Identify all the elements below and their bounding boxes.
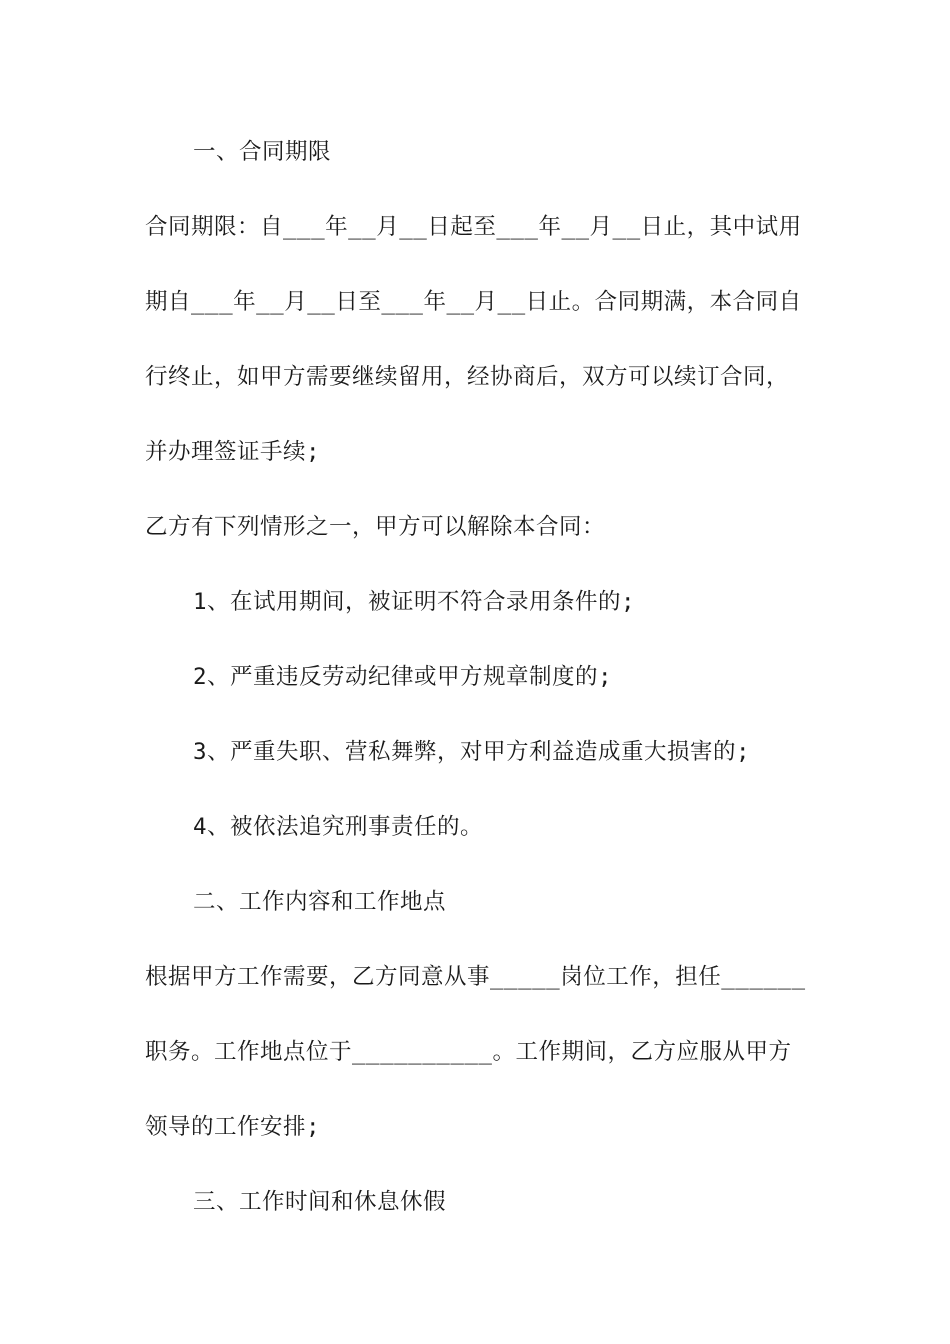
list-item: 1、在试用期间，被证明不符合录用条件的; <box>193 589 636 615</box>
paragraph-line: 乙方有下列情形之一，甲方可以解除本合同： <box>145 514 606 540</box>
list-item: 4、被依法追究刑事责任的。 <box>193 814 484 840</box>
paragraph-line: 根据甲方工作需要，乙方同意从事_____岗位工作，担任______ <box>145 964 806 990</box>
paragraph-line: 并办理签证手续; <box>145 439 321 465</box>
list-item: 3、严重失职、营私舞弊，对甲方利益造成重大损害的; <box>193 739 751 765</box>
paragraph-line: 职务。工作地点位于__________。工作期间，乙方应服从甲方 <box>145 1039 792 1065</box>
paragraph-line: 行终止，如甲方需要继续留用，经协商后，双方可以续订合同， <box>145 364 790 390</box>
section-heading-work-content: 二、工作内容和工作地点 <box>193 889 447 915</box>
paragraph-line: 合同期限：自___年__月__日起至___年__月__日止，其中试用 <box>145 214 802 240</box>
list-item: 2、严重违反劳动纪律或甲方规章制度的; <box>193 664 613 690</box>
section-heading-work-hours: 三、工作时间和休息休假 <box>193 1189 447 1215</box>
paragraph-line: 领导的工作安排; <box>145 1114 321 1140</box>
paragraph-line: 期自___年__月__日至___年__月__日止。合同期满，本合同自 <box>145 289 802 315</box>
section-heading-contract-term: 一、合同期限 <box>193 139 332 165</box>
